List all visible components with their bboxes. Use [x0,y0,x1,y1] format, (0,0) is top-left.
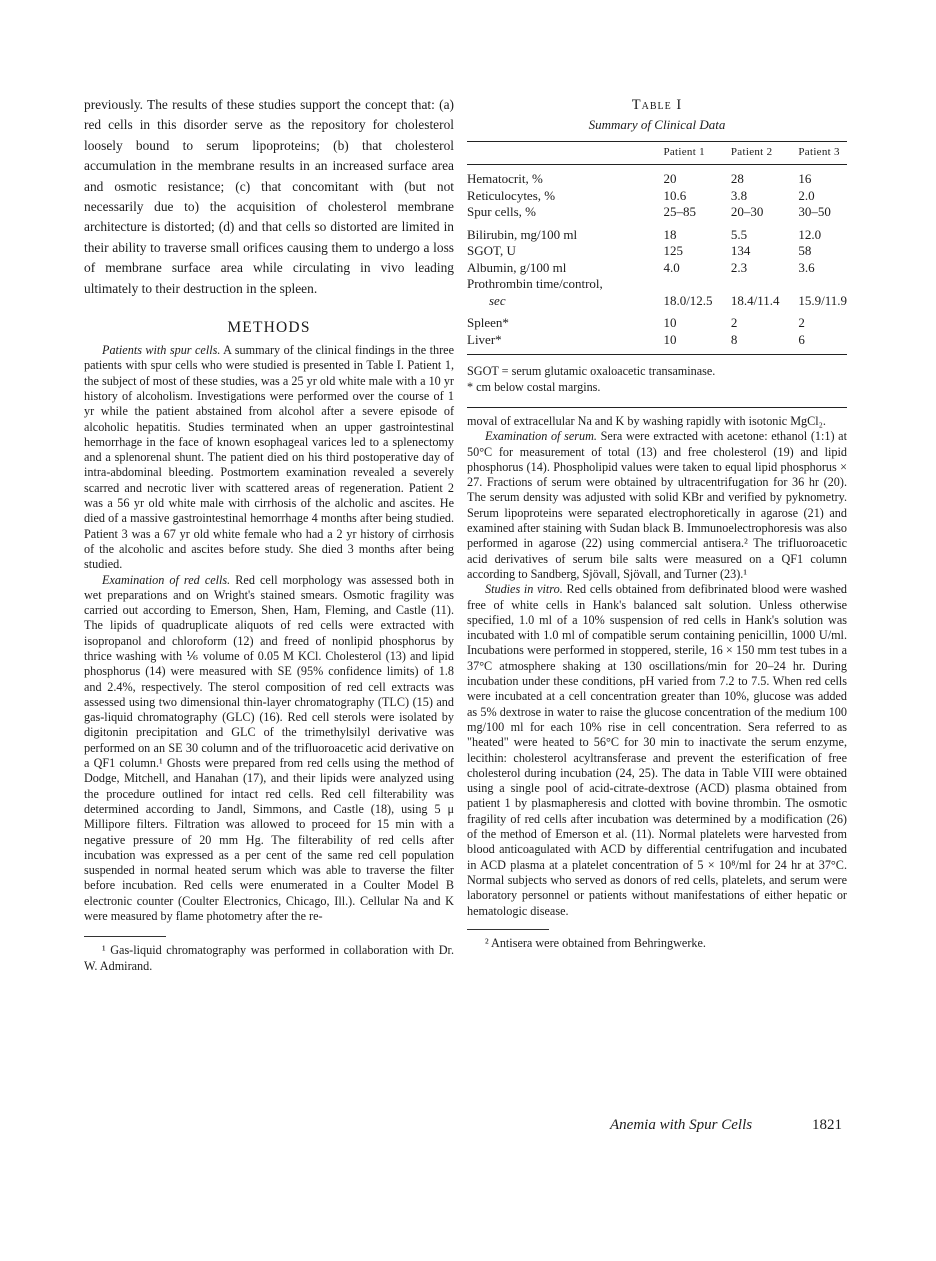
table-note-sgot: SGOT = serum glutamic oxaloacetic transaminase. [467,364,716,378]
serum-paragraph [467,429,847,582]
cell: 134 [730,243,751,258]
cell: 18.0/12.5 [663,292,713,308]
footnote-2: ² Antisera were obtained from Behringwerke. [485,935,706,950]
cell: 2 [730,315,738,330]
patients-paragraph [84,343,454,572]
cell: 12.0 [798,226,822,242]
table-note-star: * cm below costal margins. [467,380,601,394]
cell: 20–30 [730,204,764,219]
row-label: Reticulocytes, % [467,187,556,203]
patients-text: A summary of the clinical findings in the three patients with spur cells who were studied is presented in Table I. Patient 1, the subject of most of these studies, was a 25 yr old white male with a 10 yr history of alcoholism. Investigations were performed over the course of 1 yr while the patient abstained from alcohol after a severe episode of alcoholic hepatitis. Studies terminated when an upper gastrointestinal hemorrhage in the face of known esophageal varices led to a splenectomy and a splenorenal shunt. The patient died on his third postoperative day of intra-abdominal bleeding. Postmortem examination revealed a severely scarred and necrotic liver with scattered areas of regeneration. Patient 2 was a 56 yr old white male with cirrhosis of the alcholic and ascites. He died of a massive gastrointestinal hemorrhage 4 months after being studied. Patient 3 was a 67 yr old white female who had a 2 yr history of cirrhosis of the alcoholic and ascites before study. She died 3 months after being studied. [84,343,454,572]
cell: 20 [663,171,677,186]
row-label: Albumin, g/100 ml [467,259,567,275]
cell: 58 [798,243,812,258]
cell: 3.8 [730,187,748,203]
clinical-data-table [467,141,847,355]
row-label: Spur cells, % [467,204,536,219]
page-number: 1821 [812,1117,842,1133]
table-row [467,221,847,244]
cell: 2 [798,315,805,330]
table-subtitle: Summary of Clinical Data [588,117,726,132]
header-patient-2: Patient 2 [730,146,773,158]
cell: 15.9/11.9 [798,292,847,308]
row-label: Liver* [467,331,502,347]
table-row [467,309,847,332]
table-header-row [467,142,847,165]
cell: 10 [663,331,677,347]
table-row [467,276,847,293]
cell: 2.0 [798,187,815,203]
running-title: Anemia with Spur Cells [610,1117,753,1133]
cell: 18 [663,226,677,242]
table-notes [467,363,847,395]
cell: 16 [798,171,812,186]
table-row [467,188,847,205]
footnote-rule-2 [467,929,549,930]
cell: 10 [663,315,677,330]
red-cells-paragraph [84,573,454,925]
row-label: Spleen* [467,315,509,330]
cell: 125 [663,243,683,258]
cell: 5.5 [730,226,748,242]
table-row [467,165,847,188]
continued-paragraph: moval of extracellular Na and K by washing rapidly with isotonic MgCl₂. [467,414,826,428]
red-cells-lead: Examination of red cells. [102,572,231,587]
cell: 10.6 [663,187,687,203]
row-label: Bilirubin, mg/100 ml [467,226,578,242]
cell: 2.3 [730,259,748,275]
red-cells-text: Red cell morphology was assessed both in wet preparations and on Wright's stained smears. Osmotic fragility was carried out according to Emerson, Shen, Ham, Fleming, and Castle (11). The lipids of quadruplicate aliquots of red cells were extracted with isopropanol and chloroform (12) and freed of nonlipid phosphorus by thrice washing with ⅙ volume of 0.05 M KCl. Cholesterol (13) and lipid phosphorus (14) were measured with SE (95% confidence limits) of 1.8 and 2.4%, respectively. The sterol composition of red cell extracts was assessed using two dimensional thin-layer chromatography (TLC) (15) and gas-liquid chromatography (GLC) (16). Red cell sterols were isolated by digitonin precipitation and GLC of the trimethylsilyl derivative was performed on an SE 30 column and of the trifluoroacetic acid derivative on a QF1 column.¹ Ghosts were prepared from red cells using the method of Dodge, Mitchell, and Hanahan (17), and their lipids were analyzed using the procedure outlined for intact red cells. Red cell filterability was determined according to Jandl, Simmons, and Castle (18), using 5 μ Millipore filters. Filtration was allowed to proceed for 15 min with a negative pressure of 20 mm Hg. The filterability of red cells after incubation was expressed as a per cent of the same red cell population suspended in normal heated serum which was able to traverse the filter before incubation. Red cells were enumerated in a Coulter Model B electronic counter (Coulter Electronics, Chicago, Ill.). Cellular Na and K were measured by flame photometry after the re- [84,572,455,924]
intro-paragraph: previously. The results of these studies support the concept that: (a) red cells in this disorder serve as the repository for cholesterol loosely bound to serum lipoproteins; (b) that cholesterol accumulation in the membrane results in an increased surface area and osmotic resistance; (c) that concomitant with (but not necessarily due to) the acquisition of cholesterol membrane architecture is distorted; (d) and that cells so distorted are limited in their ability to traverse small orifices causing them to undergo a loss of membrane surface area while circulating in vivo leading ultimately to their destruction in the spleen. [84,97,454,296]
serum-lead: Examination of serum. [485,429,597,444]
cell: 28 [730,171,744,186]
header-blank [467,142,663,165]
in-vitro-paragraph [467,582,847,919]
table-title: Table I [631,97,683,113]
methods-heading: METHODS [227,319,311,337]
left-column [84,95,454,974]
cell: 8 [730,331,738,347]
in-vitro-lead: Studies in vitro. [485,582,563,597]
footnote-rule [84,936,166,937]
right-column [467,95,847,951]
cell: 25–85 [663,204,696,219]
cell: 18.4/11.4 [730,292,780,308]
table-row [467,293,847,310]
table-end-rule [467,407,847,408]
patients-lead: Patients with spur cells. [102,343,221,358]
serum-text: Sera were extracted with acetone: ethanol (1:1) at 50°C for measurement of total (13) and free cholesterol (19) and lipid phosphorus (14). Phospholipid values were taken to equal lipid phosphorus × 27. Fractions of serum were obtained by ultracentrifugation for 36 hr (20). The serum density was adjusted with solid KBr and verified by pyknometry. Serum lipoproteins were separated electrophoretically in agarose (21) and examined after staining with Sudan black B. Immunoelectrophoresis was also performed in agarose (22) using commercial antisera.² The trifluoroacetic acid derivatives of serum bile salts were measured on a QF1 column according to Sandberg, Sjövall, Sjövall, and Turner (23).¹ [467,429,847,581]
row-label: SGOT, U [467,243,516,258]
row-label: Prothrombin time/control, [467,276,603,291]
row-label: Hematocrit, % [467,171,543,186]
in-vitro-text: Red cells obtained from defibrinated blood were washed free of white cells in Hank's balanced salt solution. Unless otherwise specified, 1.0 ml of a 10% suspension of red cells in Hank's solution was incubated with 1.0 ml of compatible serum containing penicillin, 1000 U/ml. Incubations were performed in stoppered, sterile, 16 × 150 mm test tubes in a 37°C atmosphere shaking at 130 oscillations/min for 20–24 hr. During incubation under these conditions, pH varied from 7.2 to 7.5. When red cells were incubated at a cell concentration greater than 10%, glucose was added as 5% dextrose in water to raise the glucose concentration of the medium 100 mg/100 ml for each 10% rise in cell concentration. Sera referred to as "heated" were heated to 56°C for 30 min to inactivate the serum enzyme, lecithin: cholesterol acyltransferase and prevent the esterification of free cholesterol during incubation (24, 25). The data in Table VIII were obtained using a single pool of acid-citrate-dextrose (ACD) plasma obtained from patient 1 by plasmapheresis and clotted with bovine thrombin. The osmotic fragility of red cells after incubation was determined by a modification (26) of the method of Emerson et al. (11). Normal platelets were harvested from blood anticoagulated with ACD by differential centrifugation and incubated in ACD plasma at a platelet concentration of 5 × 10⁸/ml for 24 hr at 37°C. Normal subjects who served as donors of red cells, platelets, and serum were laboratory personnel or patients without manifestations of either hepatic or hematologic disease. [467,582,847,918]
table-row [467,260,847,277]
table-row [467,332,847,355]
header-patient-1: Patient 1 [663,146,705,158]
footnote-1: ¹ Gas-liquid chromatography was performed in collaboration with Dr. W. Admirand. [84,943,454,973]
header-patient-3: Patient 3 [798,146,840,158]
cell: 30–50 [798,204,831,219]
table-row [467,204,847,221]
row-label: sec [489,292,506,308]
cell: 3.6 [798,259,815,275]
table-row [467,243,847,260]
cell: 6 [798,331,805,347]
cell: 4.0 [663,259,680,275]
